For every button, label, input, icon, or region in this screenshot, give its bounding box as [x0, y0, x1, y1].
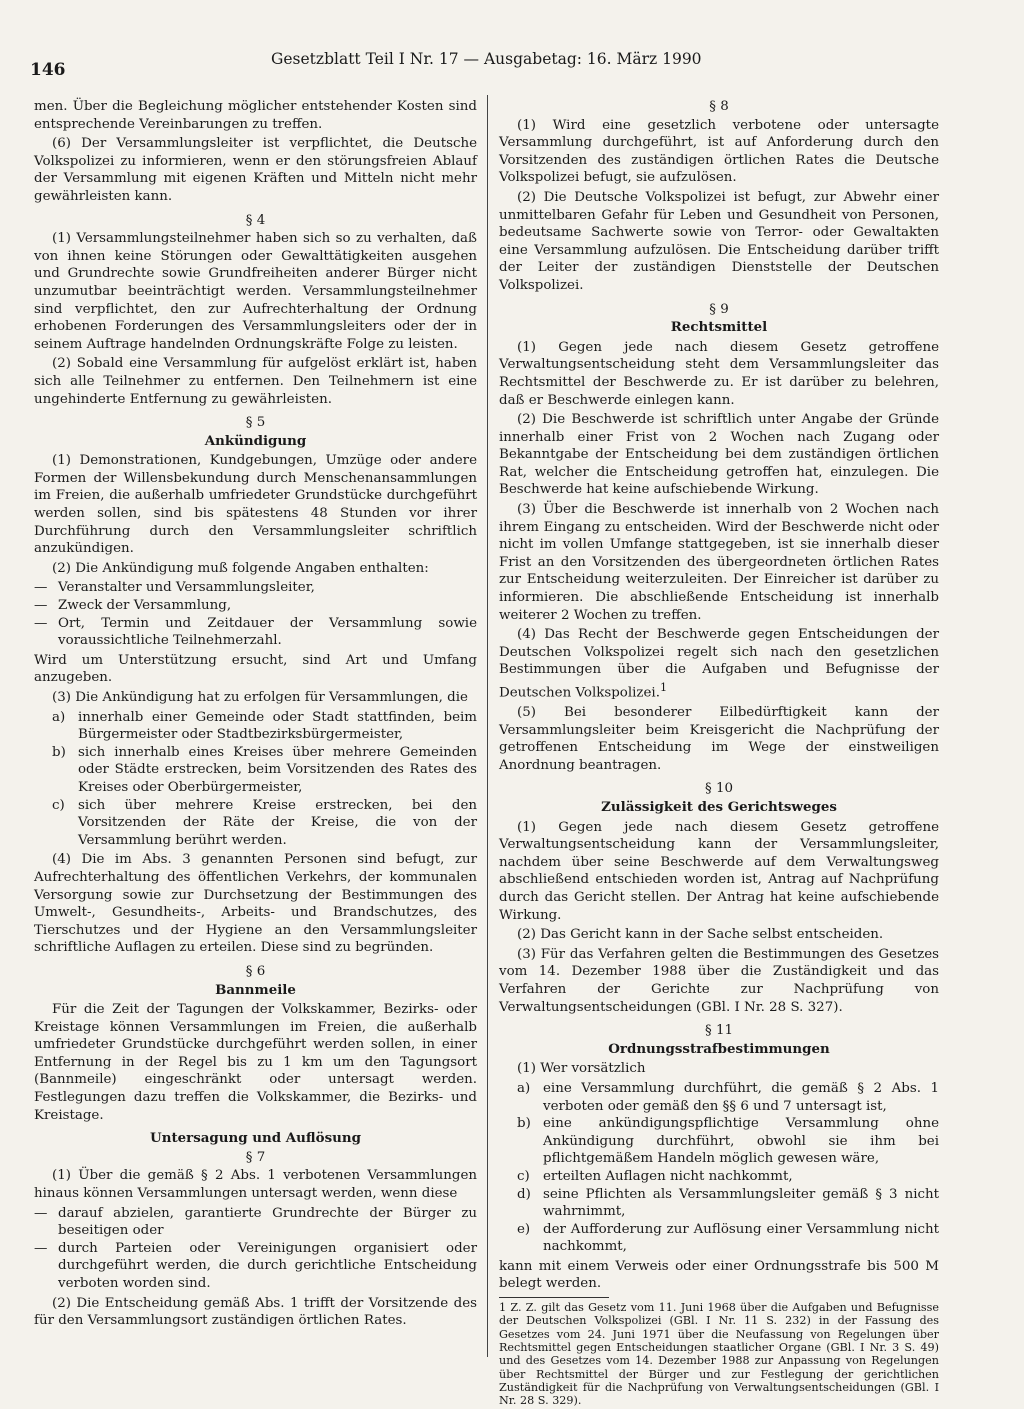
dash-marker: — — [34, 1205, 48, 1221]
section-10-para-3: (3) Für das Verfahren gelten die Bestimmungen des Gesetzes vom 14. Dezember 1988 über die Zuständigkeit und das Verfahren der Gerichte zur Nachprüfung von Verwaltungsentscheidungen (GBl. I Nr. 28 S. 327). — [499, 946, 939, 1015]
section-5-alpha-list — [34, 709, 477, 850]
list-item: — darauf abzielen, garantierte Grundrechte der Bürger zu beseitigen oder — [34, 1205, 477, 1239]
section-5-number: § 5 — [245, 415, 266, 431]
list-item: — durch Parteien oder Vereinigungen organisiert oder durchgeführt werden, die durch gerichtliche Entscheidung verboten worden sind. — [34, 1240, 477, 1291]
section-5-para-2b: Wird um Unterstützung ersucht, sind Art und Umfang anzugeben. — [34, 652, 477, 686]
section-8-para-1: (1) Wird eine gesetzlich verbotene oder untersagte Versammlung durchgeführt, ist auf Anforderung durch den Vorsitzenden des zuständigen örtlichen Rates die Deutsche Volkspolizei befugt, sie aufzulösen. — [499, 117, 939, 186]
footnote: 1 Z. Z. gilt das Gesetz vom 11. Juni 1968 über die Aufgaben und Befugnisse der Deutschen Volkspolizei (GBl. I Nr. 11 S. 232) in der Fassung des Gesetzes vom 24. Juni 1971 über die Neufassung von Regelungen über Rechtsmittel gegen Entscheidungen staatlicher Organe (GBl. I Nr. 3 S. 49) und des Gesetzes vom 14. Dezember 1988 zur Anpassung von Regelungen über Rechtsmittel der Bürger und zur Festlegung der gerichtlichen Zuständigkeit für die Nachprüfung von Verwaltungsentscheidungen (GBl. I Nr. 28 S. 329). — [499, 1301, 939, 1408]
section-5-para-4: (4) Die im Abs. 3 genannten Personen sind befugt, zur Aufrechterhaltung des öffentlichen Verkehrs, der kommunalen Versorgung sowie zur Durchsetzung der Bestimmungen des Umwelt-, Gesundheits-, Arbeits- und Brandschutzes, des Tierschutzes und der Hygiene an den Versammlungsleiter schriftliche Auflagen zu erteilen. Diese sind zu begründen. — [34, 852, 477, 956]
section-9-para-4: (4) Das Recht der Beschwerde gegen Entscheidungen der Deutschen Volkspolizei regelt sich nach den gesetzlichen Bestimmungen über die Aufgaben und Befugnisse der Deutschen Volkspolizei.$^1$ — [499, 627, 939, 701]
section-9-para-1: (1) Gegen jede nach diesem Gesetz getroffene Verwaltungsentscheidung steht dem Versammlungsleiter das Rechtsmittel der Beschwerde zu. Er ist darüber zu belehren, daß er Beschwerde einlegen kann. — [499, 339, 939, 408]
list-item: a) innerhalb einer Gemeinde oder Stadt stattfinden, beim Bürgermeister oder Stadtbezirksbürgermeister, — [52, 709, 477, 743]
section-5-dash-list — [34, 579, 477, 649]
paragraph-continuation: men. Über die Begleichung möglicher entstehender Kosten sind entsprechende Vereinbarungen zu treffen. — [34, 99, 477, 132]
section-10-number: § 10 — [705, 781, 733, 797]
list-item: — Ort, Termin und Zeitdauer der Versammlung sowie voraussichtliche Teilnehmerzahl. — [34, 615, 477, 649]
list-item: b) eine ankündigungspflichtige Versammlung ohne Ankündigung durchführt, obwohl sie ihm bei pflichtgemäßem Handeln möglich gewesen wäre, — [517, 1116, 939, 1167]
list-item: c) sich über mehrere Kreise erstrecken, bei den Vorsitzenden der Räte der Kreise, die von der Versammlung berührt werden. — [52, 797, 477, 848]
column-divider — [487, 95, 488, 1357]
list-item: — Veranstalter und Versammlungsleiter, — [34, 580, 315, 596]
right-column — [499, 98, 939, 1409]
section-7-para-2: (2) Die Entscheidung gemäß Abs. 1 trifft der Vorsitzende des für den Versammlungsort zuständigen örtlichen Rates. — [34, 1295, 477, 1329]
section-4-number: § 4 — [245, 212, 266, 228]
left-column — [34, 98, 477, 1332]
section-4-para-1: (1) Versammlungsteilnehmer haben sich so zu verhalten, daß von ihnen keine Störungen oder Gewalttätigkeiten ausgehen und Grundrechte sowie Grundfreiheiten anderer Bürger nicht unzumutbar beeinträchtigt werden. Versammlungsteilnehmer sind verpflichtet, den zur Aufrechterhaltung der Ordnung erhobenen Forderungen des Versammlungsleiters oder der in seinem Auftrage handelnden Ordnungskräfte Folge zu leisten. — [34, 231, 477, 352]
section-10-para-1: (1) Gegen jede nach diesem Gesetz getroffene Verwaltungsentscheidung kann der Versammlungsleiter, nachdem über seine Beschwerde auf dem Verwaltungsweg abschließend entschieden worden ist, Antrag auf Nachprüfung durch das Gericht stellen. Der Antrag hat keine aufschiebende Wirkung. — [499, 819, 939, 923]
section-7-para-1: (1) Über die gemäß § 2 Abs. 1 verbotenen Versammlungen hinaus können Versammlungen untersagt werden, wenn diese — [34, 1168, 477, 1202]
dash-marker: — — [34, 580, 48, 596]
section-7-dash-list — [34, 1205, 477, 1293]
section-5-para-3: (3) Die Ankündigung hat zu erfolgen für Versammlungen, die — [52, 690, 468, 705]
section-5-para-2: (2) Die Ankündigung muß folgende Angaben enthalten: — [52, 560, 429, 576]
section-10-para-2: (2) Das Gericht kann in der Sache selbst entscheiden. — [517, 927, 884, 943]
section-6-title: Bannmeile — [215, 981, 296, 998]
list-item: — Zweck der Versammlung, — [34, 598, 232, 614]
section-4-para-2: (2) Sobald eine Versammlung für aufgelöst erklärt ist, haben sich alle Teilnehmer zu entfernen. Den Teilnehmern ist eine ungehinderte Entfernung zu gewährleisten. — [34, 356, 477, 407]
paragraph-3-6: (6) Der Versammlungsleiter ist verpflichtet, die Deutsche Volkspolizei zu informieren, wenn er den störungsfreien Ablauf der Versammlung mit eigenen Kräften und Mitteln nicht mehr gewährleisten kann. — [34, 136, 477, 204]
section-6-para-1: Für die Zeit der Tagungen der Volkskammer, Bezirks- oder Kreistage können Versammlungen im Freien, die außerhalb umfriedeter Grundstücke durchgeführt werden sollen, in einer Entfernung in der Regel bis zu 1 km um den Tagungsort (Bannmeile) eingeschränkt oder untersagt werden. Festlegungen dazu treffen die Volkskammer, die Bezirks- und Kreistage. — [34, 1002, 477, 1123]
section-9-para-2: (2) Die Beschwerde ist schriftlich unter Angabe der Gründe innerhalb einer Frist von 2 Wochen nach Zugang oder Bekanntgabe der Entscheidung bei dem zuständigen örtlichen Rat, welcher die Entscheidung getroffen hat, einzulegen. Die Beschwerde hat keine aufschiebende Wirkung. — [499, 412, 939, 498]
dash-marker: — — [34, 615, 48, 631]
dash-marker: — — [34, 598, 48, 614]
section-6-number: § 6 — [245, 963, 266, 979]
page-number: 146 — [30, 60, 66, 80]
list-item: b) sich innerhalb eines Kreises über mehrere Gemeinden oder Städte erstrecken, beim Vorsitzenden des Rates des Kreises oder Oberbürgermeister, — [52, 744, 477, 795]
footnote-marker: 1 — [659, 681, 668, 694]
section-10-title: Zulässigkeit des Gerichtsweges — [601, 799, 837, 816]
section-11-number: § 11 — [705, 1023, 733, 1039]
section-11-title: Ordnungsstrafbestimmungen — [608, 1040, 830, 1057]
list-item: e) der Aufforderung zur Auflösung einer Versammlung nicht nachkommt, — [517, 1221, 939, 1255]
section-5-para-1: (1) Demonstrationen, Kundgebungen, Umzüge oder andere Formen der Willensbekundung durch Menschenansammlungen im Freien, die außerhalb umfriedeter Grundstücke durchgeführt werden sollen, sind bis spätestens 48 Stunden vor ihrer Durchführung durch den Versammlungsleiter schriftlich anzukündigen. — [34, 453, 477, 557]
section-8-number: § 8 — [709, 99, 729, 114]
list-item: d) seine Pflichten als Versammlungsleiter gemäß § 3 nicht wahrnimmt, — [517, 1186, 939, 1220]
dash-marker: — — [34, 1240, 48, 1256]
section-9-title: Rechtsmittel — [670, 319, 768, 336]
footnote-separator — [499, 1297, 609, 1298]
section-8-para-2: (2) Die Deutsche Volkspolizei ist befugt, zur Abwehr einer unmittelbaren Gefahr für Leben und Gesundheit von Personen, bedeutsame Sachwerte sowie von Terror- oder Gewaltakten eine Versammlung aufzulösen. Die Entscheidung darüber trifft der Leiter der zuständigen Dienststelle der Deutschen Volkspolizei. — [499, 189, 939, 293]
section-9-para-5: (5) Bei besonderer Eilbedürftigkeit kann der Versammlungsleiter beim Kreisgericht die Nachprüfung der getroffenen Entscheidung im Wege der einstweiligen Anordnung beantragen. — [499, 705, 939, 773]
section-9-para-3: (3) Über die Beschwerde ist innerhalb von 2 Wochen nach ihrem Eingang zu entscheiden. Wird der Beschwerde nicht oder nicht im vollen Umfange stattgegeben, ist sie innerhalb dieser Frist an den Vorsitzenden des übergeordneten örtlichen Rates zur Entscheidung weiterzuleiten. Der Einreicher ist darüber zu informieren. Die abschließende Entscheidung ist innerhalb weiterer 2 Wochen zu treffen. — [499, 502, 939, 623]
part-title: Untersagung und Auflösung — [150, 1130, 361, 1147]
list-item: c) erteilten Auflagen nicht nachkommt, — [517, 1168, 793, 1184]
section-5-title: Ankündigung — [204, 432, 307, 449]
running-head: Gesetzblatt Teil I Nr. 17 — Ausgabetag: 16. März 1990 — [271, 50, 702, 68]
section-9-number: § 9 — [709, 301, 729, 317]
list-item: a) eine Versammlung durchführt, die gemäß § 2 Abs. 1 verboten oder gemäß den §§ 6 und 7 untersagt ist, — [517, 1080, 939, 1114]
section-7-number: § 7 — [245, 1149, 266, 1165]
section-11-para-1: (1) Wer vorsätzlich — [517, 1061, 646, 1077]
section-11-para-end: kann mit einem Verweis oder einer Ordnungsstrafe bis 500 M belegt werden. — [499, 1258, 939, 1292]
section-11-alpha-list — [499, 1080, 939, 1256]
